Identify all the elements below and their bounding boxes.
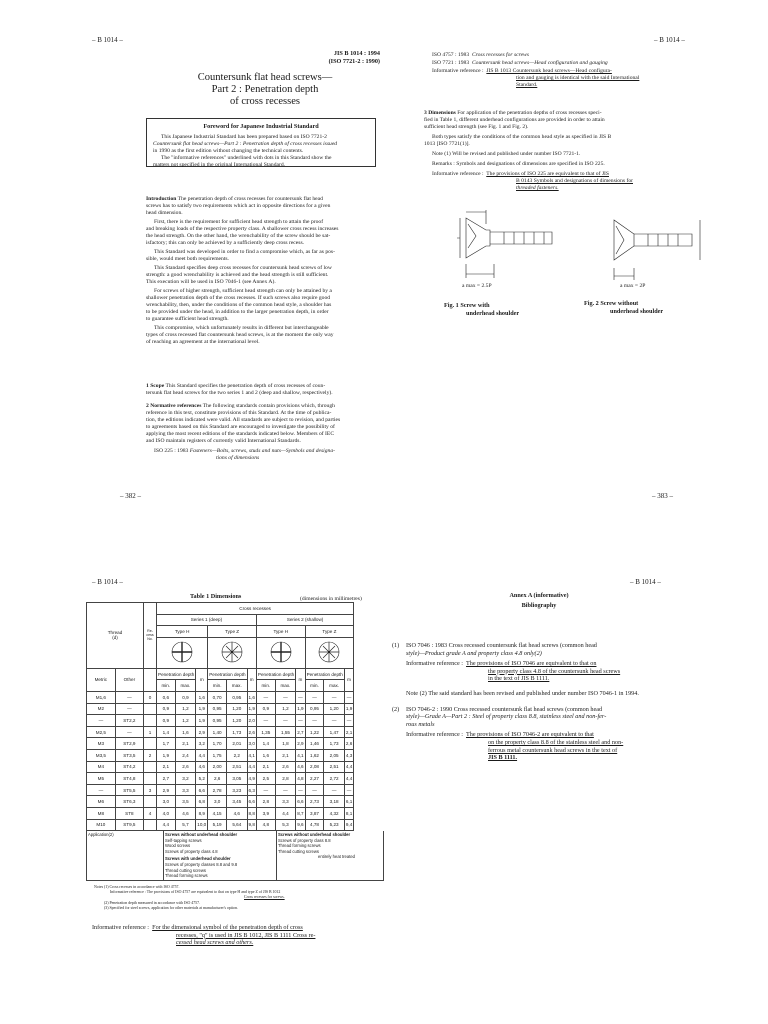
figure-1-formula: a max = 2.5P bbox=[462, 283, 492, 289]
table-cell: 9,8 bbox=[247, 819, 256, 831]
table-cell: M3,5 bbox=[87, 749, 116, 761]
table-cell: 3,05 bbox=[227, 773, 247, 785]
table-cell: — bbox=[87, 715, 116, 727]
figure-2-screw-without-shoulder bbox=[602, 212, 712, 288]
recess-diagram-cell bbox=[157, 637, 208, 668]
table-cell bbox=[144, 773, 157, 785]
screw-shank bbox=[490, 232, 552, 244]
scope-section: 1 Scope This Standard specifies the penetration depth of cross recesses of coun- tersunk flat head screws for the two series 1 and 2 (deep and shallow, respectively). bbox=[146, 383, 333, 396]
table-cell: 4,1 bbox=[247, 749, 256, 761]
figure-2-formula: a max = 2P bbox=[620, 283, 646, 289]
table-cell: 10,0 bbox=[196, 819, 208, 831]
table-cell: 4,1 bbox=[296, 749, 305, 761]
table-cell: 2,0 bbox=[247, 715, 256, 727]
dimensions-section: 3 Dimensions For application of the penetration depths of cross recesses speci- fied in Table 1, different underhead configurations are provided in order to attain sufficient head strength (see Fig. 1 and Fig. 2). Both types satisfy the conditions of the common head style as specified in JIS B 1013 [ISO 7721(1)]. Note (1) Will be revised and published under number ISO 7721-1. Remarks : Symbols and designations of dimensions are specified in ISO 225. Informative reference : The provisions of ISO 225 are equivalent to that of JIS B 0143 Symbols and designations of dimensions for threaded fasteners. bbox=[424, 110, 633, 191]
table-cell: ST4,2 bbox=[115, 761, 143, 773]
table-cell: 2,73 bbox=[305, 796, 324, 808]
unit-note: (dimensions in millimetres) bbox=[300, 596, 362, 602]
table-cell: — bbox=[115, 726, 143, 738]
table-row bbox=[87, 761, 354, 773]
table-cell: 4,4 bbox=[157, 819, 176, 831]
table-cell: 1,73 bbox=[227, 726, 247, 738]
penetration-depth-header: Penetration depth bbox=[256, 668, 295, 680]
table-body bbox=[87, 691, 354, 830]
table-cell bbox=[144, 761, 157, 773]
table-cell: ST9,5 bbox=[115, 819, 143, 831]
m-header: m bbox=[296, 668, 305, 691]
table-cell: 8,1 bbox=[344, 807, 353, 819]
table-cell: 6,6 bbox=[247, 796, 256, 808]
recess-mark bbox=[468, 224, 476, 248]
table-cell: 3,5 bbox=[175, 796, 196, 808]
page-header: – B 1014 – bbox=[92, 36, 123, 44]
table-cell: ST3,5 bbox=[115, 749, 143, 761]
table-cell: 3,0 bbox=[247, 738, 256, 750]
table-cell: 1,4 bbox=[157, 726, 176, 738]
page-382 bbox=[0, 0, 384, 512]
table-cell: ST2,9 bbox=[115, 738, 143, 750]
min-header: min. bbox=[256, 680, 275, 692]
table-cell: 2,5 bbox=[256, 773, 275, 785]
min-header: min. bbox=[208, 680, 227, 692]
bibliography-item-1: (1) ISO 7046 : 1983 Cross recessed countersunk flat head screws (common head style)—Product grade A and property class 4.8 only(2) Informative reference : The provisions of ISO 7046 are equivalent to that on the property class 4.8 of the countersunk head screws in the text of JIS B 1111. Note (2) The said standard has been revised and published under number ISO 7046-1 in 1994. bbox=[392, 642, 639, 697]
table-cell: ST2,2 bbox=[115, 715, 143, 727]
table-cell: 2,78 bbox=[208, 784, 227, 796]
table-cell: M3 bbox=[87, 738, 116, 750]
table-row bbox=[87, 819, 354, 831]
dimension-lines bbox=[457, 210, 494, 278]
table-cell: — bbox=[305, 784, 324, 796]
table-cell: 4,0 bbox=[157, 807, 176, 819]
table-cell: 3,3 bbox=[175, 784, 196, 796]
normative-references-heading: 2 Normative references bbox=[146, 403, 202, 409]
table-cell: 4,4 bbox=[196, 749, 208, 761]
table-cell: 9,4 bbox=[344, 819, 353, 831]
table-cell: 2,4 bbox=[175, 749, 196, 761]
table-cell: 1,6 bbox=[196, 691, 208, 703]
bibliography-list bbox=[392, 642, 742, 762]
max-header: max. bbox=[175, 680, 196, 692]
table-cell: 2,8 bbox=[275, 773, 295, 785]
table-cell: — bbox=[256, 784, 275, 796]
table-cell: 1,55 bbox=[275, 726, 295, 738]
table-cell: — bbox=[275, 715, 295, 727]
table-cell: 1,9 bbox=[196, 703, 208, 715]
table-cell: — bbox=[256, 715, 275, 727]
application-right: Screws without underhead shoulder Screws of property class 8.8 Thread forming screws Thread cutting screws entirely heat treated bbox=[276, 831, 383, 880]
table-cell: 1,46 bbox=[305, 738, 324, 750]
table-cell: 0 bbox=[144, 691, 157, 703]
table-cell: M1,6 bbox=[87, 691, 116, 703]
table-cell: 1,22 bbox=[305, 726, 324, 738]
table-cell: 2,1 bbox=[344, 726, 353, 738]
table-cell: 4,78 bbox=[305, 819, 324, 831]
table-cell: 2,9 bbox=[296, 738, 305, 750]
table-cell: 5,64 bbox=[227, 819, 247, 831]
table-cell: 3,87 bbox=[305, 807, 324, 819]
table-row bbox=[87, 773, 354, 785]
min-header: min. bbox=[305, 680, 324, 692]
table-cell: 4,6 bbox=[196, 761, 208, 773]
figure-1-screw-with-shoulder bbox=[454, 208, 564, 288]
table-cell: 5,23 bbox=[324, 819, 344, 831]
bibliography-item-2: (2) ISO 7046-2 : 1990 Cross recessed countersunk flat head screws (common head style)—Grade A—Part 2 : Steel of property class 8.8, stainless steel and non-fer- rous metals Informative reference : The provisions of ISO 7046-2 are equivalent to that on the property class 8.8 of the stainless steel and non- ferrous metal countersunk head screws in the text of JIS B 1111. bbox=[392, 705, 624, 762]
table-cell: 1,4 bbox=[256, 738, 275, 750]
table-cell: 4,32 bbox=[324, 807, 344, 819]
table-cell: 8,8 bbox=[247, 807, 256, 819]
table-cell: 0,95 bbox=[208, 703, 227, 715]
table-cell: — bbox=[324, 784, 344, 796]
table-cell: M2 bbox=[87, 703, 116, 715]
table-cell: 2,6 bbox=[175, 761, 196, 773]
table-cell: 2,1 bbox=[157, 761, 176, 773]
table-cell: 1,9 bbox=[344, 703, 353, 715]
table-row bbox=[87, 784, 354, 796]
table-cell: M8 bbox=[87, 807, 116, 819]
table-cell: 2,6 bbox=[275, 761, 295, 773]
recess-diagram-cell bbox=[256, 637, 305, 668]
m-header: m bbox=[247, 668, 256, 691]
table-row bbox=[87, 807, 354, 819]
table-cell: M5 bbox=[87, 773, 116, 785]
title-line-2: Part 2 : Penetration depth bbox=[211, 84, 319, 95]
table-cell: — bbox=[324, 691, 344, 703]
page-383 bbox=[384, 0, 768, 512]
table-cell: 1,70 bbox=[208, 738, 227, 750]
table-row bbox=[87, 691, 354, 703]
table-cell: 0,95 bbox=[227, 691, 247, 703]
table-cell: 3,9 bbox=[256, 807, 275, 819]
table-cell: 2,8 bbox=[256, 796, 275, 808]
table-cell bbox=[144, 703, 157, 715]
table-cell: — bbox=[305, 691, 324, 703]
table-cell: 2,51 bbox=[324, 761, 344, 773]
table-cell: 3,0 bbox=[157, 796, 176, 808]
metric-header: Metric bbox=[87, 668, 116, 691]
document-title bbox=[150, 72, 380, 108]
table-cell: — bbox=[344, 715, 353, 727]
table-cell: 1,20 bbox=[324, 703, 344, 715]
table-cell: 2,2 bbox=[227, 749, 247, 761]
table-row bbox=[87, 796, 354, 808]
recess-diagram-cell bbox=[305, 637, 354, 668]
table-cell: M6 bbox=[87, 796, 116, 808]
table-cell: 2,1 bbox=[175, 738, 196, 750]
figure-2-caption: Fig. 2 Screw without underhead shoulder bbox=[584, 300, 664, 315]
table-row bbox=[87, 749, 354, 761]
table-cell: 2,00 bbox=[208, 761, 227, 773]
table-cell: 1,2 bbox=[175, 715, 196, 727]
table-cell: 0,95 bbox=[305, 703, 324, 715]
table-cell: 2,08 bbox=[305, 761, 324, 773]
recess-number-header: Re-cess No. bbox=[144, 603, 157, 669]
table-cell: 1,2 bbox=[275, 703, 295, 715]
table-cell: 0,9 bbox=[175, 691, 196, 703]
dimensions-table bbox=[86, 602, 354, 831]
max-header: max. bbox=[227, 680, 247, 692]
table-cell: 4,3 bbox=[344, 749, 353, 761]
thread-header: Thread (d) bbox=[87, 603, 144, 669]
table-cell: 0,6 bbox=[157, 691, 176, 703]
table-cell: 1,35 bbox=[256, 726, 275, 738]
table-cell: 1,73 bbox=[324, 738, 344, 750]
foreword-box bbox=[146, 118, 376, 167]
table-cell: 1,6 bbox=[247, 691, 256, 703]
table-cell: 8,9 bbox=[196, 807, 208, 819]
recess-mark bbox=[616, 226, 624, 254]
penetration-depth-header: Penetration depth bbox=[157, 668, 196, 680]
page-header: – B 1014 – bbox=[92, 578, 123, 586]
scope-heading: 1 Scope bbox=[146, 383, 165, 389]
table-cell bbox=[144, 715, 157, 727]
table-cell: 2,7 bbox=[157, 773, 176, 785]
table-cell: 1,9 bbox=[247, 703, 256, 715]
table-cell: 0,70 bbox=[208, 691, 227, 703]
series-2-type-h: Type H bbox=[256, 626, 305, 638]
introduction-heading: Introduction bbox=[146, 196, 177, 202]
min-header: min. bbox=[157, 680, 176, 692]
table-cell: 5,2 bbox=[196, 773, 208, 785]
table-cell: ST4,8 bbox=[115, 773, 143, 785]
table-cell: 1,62 bbox=[305, 749, 324, 761]
note-2: Note (2) The said standard has been revised and published under number ISO 7046-1 in 1994. bbox=[406, 689, 639, 697]
series-1-type-h: Type H bbox=[157, 626, 208, 638]
page-number: – 383 – bbox=[652, 492, 673, 500]
cross-recess-z-icon bbox=[212, 639, 252, 665]
dimensions-table-wrapper bbox=[86, 602, 384, 881]
thread-lines bbox=[504, 232, 544, 244]
page-annex-a bbox=[384, 512, 768, 1024]
table-cell: 2,72 bbox=[324, 773, 344, 785]
series-1-header: Series 1 (deep) bbox=[157, 614, 257, 626]
table-cell: 4,6 bbox=[227, 807, 247, 819]
table-cell: 1,40 bbox=[208, 726, 227, 738]
table-cell: 4,6 bbox=[296, 761, 305, 773]
table-cell: 6,6 bbox=[296, 796, 305, 808]
table-cell: — bbox=[344, 691, 353, 703]
table-cell: 4 bbox=[144, 807, 157, 819]
penetration-depth-header: Penetration depth bbox=[305, 668, 344, 680]
screw-head-outline bbox=[466, 218, 490, 258]
table-cell: 3 bbox=[144, 784, 157, 796]
table-cell: 6,1 bbox=[344, 796, 353, 808]
table-cell: 1,7 bbox=[157, 738, 176, 750]
table-notes: Notes (1) Cross recesses in accordance with ISO 4757. Informative reference : The provisions of ISO 4757 are equivalent to that on type H and type Z of JIS B 1012 Cross recesses for screws. (2) Penetration depth measured in accordance with ISO 4757. (3) Specified for steel screws, application for other materials at manufacturer's option. bbox=[94, 885, 285, 910]
recess-diagram-cell bbox=[208, 637, 257, 668]
table-cell: 2,27 bbox=[305, 773, 324, 785]
table-cell: 2,6 bbox=[208, 773, 227, 785]
table-cell: 1,9 bbox=[157, 749, 176, 761]
page-table-1 bbox=[0, 512, 384, 1024]
table-cell: 0,95 bbox=[208, 715, 227, 727]
table-cell: 1,6 bbox=[256, 749, 275, 761]
references-continued: ISO 4757 : 1983 Cross recesses for screws ISO 7721 : 1983 Countersunk head screws—Head configuration and gauging Informative reference : JIS B 1013 Countersunk head screws—Head configura- tion and gauging is identical with the said International Standard. bbox=[432, 52, 640, 88]
table-cell: 5,7 bbox=[175, 819, 196, 831]
table-cell: ST8 bbox=[115, 807, 143, 819]
bibliography-title: Bibliography bbox=[521, 602, 557, 609]
table-cell: 2,9 bbox=[157, 784, 176, 796]
table-cell: — bbox=[296, 784, 305, 796]
table-cell bbox=[144, 819, 157, 831]
table-cell: 1,20 bbox=[227, 715, 247, 727]
normative-references-section: 2 Normative references The following standards contain provisions which, through reference in this text, constitute provisions of this Standard. At the time of publica- tion, the editions indicated were valid. All standards are subject to revision, and parties to agreements based on this Standard are encouraged to investigate the possibility of applying the most recent editions of the standards indicated below. Members of IEC and ISO maintain registers of currently valid International Standards. ISO 225 : 1983 Fasteners—Bolts, screws, studs and nuts—Symbols and designa- tions of dimensions bbox=[146, 403, 341, 461]
table-cell: 1,47 bbox=[324, 726, 344, 738]
iso-equivalent: (ISO 7721-2 : 1990) bbox=[328, 58, 380, 65]
application-label: Application(2) bbox=[88, 832, 114, 838]
table-cell: 1,9 bbox=[296, 703, 305, 715]
table-cell: 3,18 bbox=[324, 796, 344, 808]
page-header: – B 1014 – bbox=[630, 578, 661, 586]
table-cell: 2,6 bbox=[344, 738, 353, 750]
table-cell: 1,20 bbox=[227, 703, 247, 715]
cross-recess-h-icon bbox=[261, 639, 301, 665]
table-cell: 2,51 bbox=[227, 761, 247, 773]
table-cell: 4,8 bbox=[296, 773, 305, 785]
table-cell: 4,4 bbox=[344, 773, 353, 785]
table-cell: 5,19 bbox=[208, 819, 227, 831]
table-cell: 6,8 bbox=[196, 796, 208, 808]
table-row bbox=[87, 726, 354, 738]
annex-title: Annex A (informative) bbox=[509, 592, 569, 599]
table-cell: 3,2 bbox=[175, 773, 196, 785]
table-cell: — bbox=[256, 691, 275, 703]
table-cell: M2,5 bbox=[87, 726, 116, 738]
table-cell: — bbox=[344, 784, 353, 796]
table-cell: 9,6 bbox=[296, 819, 305, 831]
other-header: Other bbox=[115, 668, 143, 691]
application-row bbox=[86, 831, 384, 881]
table-cell: 5,3 bbox=[275, 819, 295, 831]
table-cell: 4,4 bbox=[247, 761, 256, 773]
table-cell: — bbox=[115, 691, 143, 703]
max-header: max. bbox=[324, 680, 344, 692]
table-cell: ST6,3 bbox=[115, 796, 143, 808]
m-header: m bbox=[196, 668, 208, 691]
table-cell: 2,7 bbox=[296, 726, 305, 738]
table-cell: 3,45 bbox=[227, 796, 247, 808]
table-cell: 2,1 bbox=[275, 749, 295, 761]
table-row bbox=[87, 715, 354, 727]
page-number: – 382 – bbox=[120, 492, 141, 500]
table-cell: ST5,5 bbox=[115, 784, 143, 796]
table-cell: — bbox=[115, 703, 143, 715]
informative-reference: Informative reference : For the dimensional symbol of the penetration depth of cross recesses, "q" is used in JIS B 1012, JIS B 1111 Cross re- cessed head screws and others. bbox=[92, 924, 316, 947]
application-left: Screws without underhead shoulder Self-tapping screws Wood screws Screws of property class 4.8 Screws with underhead shoulder Screws of property classes 8.8 and 9.8 Thread cutting screws Thread forming screws bbox=[163, 831, 276, 880]
cross-recess-h-icon bbox=[162, 639, 202, 665]
max-header: max. bbox=[275, 680, 295, 692]
cross-recesses-header: Cross recesses bbox=[157, 603, 354, 615]
figure-1-caption: Fig. 1 Screw with underhead shoulder bbox=[444, 302, 520, 317]
table-cell: 6,6 bbox=[196, 784, 208, 796]
table-cell: 1,75 bbox=[208, 749, 227, 761]
table-cell: 1,6 bbox=[175, 726, 196, 738]
dimensions-heading: 3 Dimensions bbox=[424, 110, 456, 116]
table-cell: — bbox=[305, 715, 324, 727]
table-cell bbox=[144, 796, 157, 808]
table-cell: 1,2 bbox=[175, 703, 196, 715]
table-cell: 4,4 bbox=[344, 761, 353, 773]
table-cell: 8,7 bbox=[296, 807, 305, 819]
table-cell: 0,9 bbox=[157, 715, 176, 727]
table-cell: — bbox=[324, 715, 344, 727]
table-row bbox=[87, 703, 354, 715]
table-cell: 4,8 bbox=[256, 819, 275, 831]
series-1-type-z: Type Z bbox=[208, 626, 257, 638]
table-cell: 1,8 bbox=[275, 738, 295, 750]
title-line-3: of cross recesses bbox=[230, 96, 300, 107]
table-cell: — bbox=[275, 784, 295, 796]
introduction-section: Introduction The penetration depth of cross recesses for countersunk flat head screws has to satisfy two requirements which act in opposite directions for a given head dimension. First, there is the requirement for sufficient head strength to attain the proof and breaking loads of the respective property class. A shallower cross recess increases the head strength. On the other hand, the wrenchability of the screw should be sat- isfactory; this can only be achieved by a sufficiently deep cross recess. This Standard was developed in order to find a compromise which, as far as pos- sible, would meet both requirements. This Standard specifies deep cross recesses for countersunk head screws of low strength: a good wrenchability is achieved and the head strength is still sufficient. This execution will be used in ISO 7046-1 (see Annex A). For screws of higher strength, sufficient head strength can only be attained by a shallower penetration depth of the cross recesses. If such screws also require good wrenchability, then, under the conditions of the common head style, a shoulder has to be provided under the head, in addition to the larger penetration depth, in order to guarantee sufficient head strength. This compromise, which unfortunately results in different but interchangeable types of cross recessed flat countersunk head screws, is at the moment the only way of reaching an agreement at the international level. bbox=[146, 196, 339, 345]
table-cell: 3,3 bbox=[275, 796, 295, 808]
thread-lines bbox=[648, 234, 678, 246]
table-cell: M4 bbox=[87, 761, 116, 773]
page-header: – B 1014 – bbox=[654, 36, 685, 44]
table-cell: 4,15 bbox=[208, 807, 227, 819]
table-cell: 2,01 bbox=[227, 738, 247, 750]
foreword-title: Foreword for Japanese Industrial Standard bbox=[203, 123, 319, 130]
table-cell: 4,4 bbox=[275, 807, 295, 819]
table-cell: 1,9 bbox=[196, 715, 208, 727]
table-cell: 0,9 bbox=[157, 703, 176, 715]
series-2-type-z: Type Z bbox=[305, 626, 354, 638]
table-cell: 2,9 bbox=[196, 726, 208, 738]
table-cell: — bbox=[87, 784, 116, 796]
table-cell: 2,05 bbox=[324, 749, 344, 761]
table-cell: 3,0 bbox=[208, 796, 227, 808]
m-header: m bbox=[344, 668, 353, 691]
table-row bbox=[87, 738, 354, 750]
table-cell: 2 bbox=[144, 749, 157, 761]
title-line-1: Countersunk flat head screws— bbox=[197, 72, 333, 83]
standard-number: JIS B 1014 : 1994 bbox=[333, 50, 380, 57]
table-cell: 3,23 bbox=[227, 784, 247, 796]
table-cell: 2,6 bbox=[247, 726, 256, 738]
table-cell: M10 bbox=[87, 819, 116, 831]
table-cell: 4,6 bbox=[175, 807, 196, 819]
table-cell: — bbox=[275, 691, 295, 703]
screw-shank bbox=[634, 234, 692, 246]
table-cell: 1 bbox=[144, 726, 157, 738]
cross-recess-z-icon bbox=[309, 639, 349, 665]
table-cell: 3,2 bbox=[196, 738, 208, 750]
table-title: Table 1 Dimensions bbox=[190, 593, 242, 600]
table-cell: — bbox=[296, 691, 305, 703]
table-cell: 0,9 bbox=[256, 703, 275, 715]
foreword-text: This Japanese Industrial Standard has been prepared based on ISO 7721-2 Countersunk flat head screws—Part 2 : Penetration depth of cross recesses issued in 1990 as the first edition without changing the technical contents. The "informative references" underlined with dots in this Standard show the matters not specified in the original International Standard. bbox=[153, 133, 338, 168]
penetration-depth-header: Penetration depth bbox=[208, 668, 247, 680]
table-cell: 2,1 bbox=[256, 761, 275, 773]
table-cell: 6,3 bbox=[247, 784, 256, 796]
table-cell: — bbox=[296, 715, 305, 727]
table-cell: 4,9 bbox=[247, 773, 256, 785]
table-cell bbox=[144, 738, 157, 750]
series-2-header: Series 2 (shallow) bbox=[256, 614, 353, 626]
